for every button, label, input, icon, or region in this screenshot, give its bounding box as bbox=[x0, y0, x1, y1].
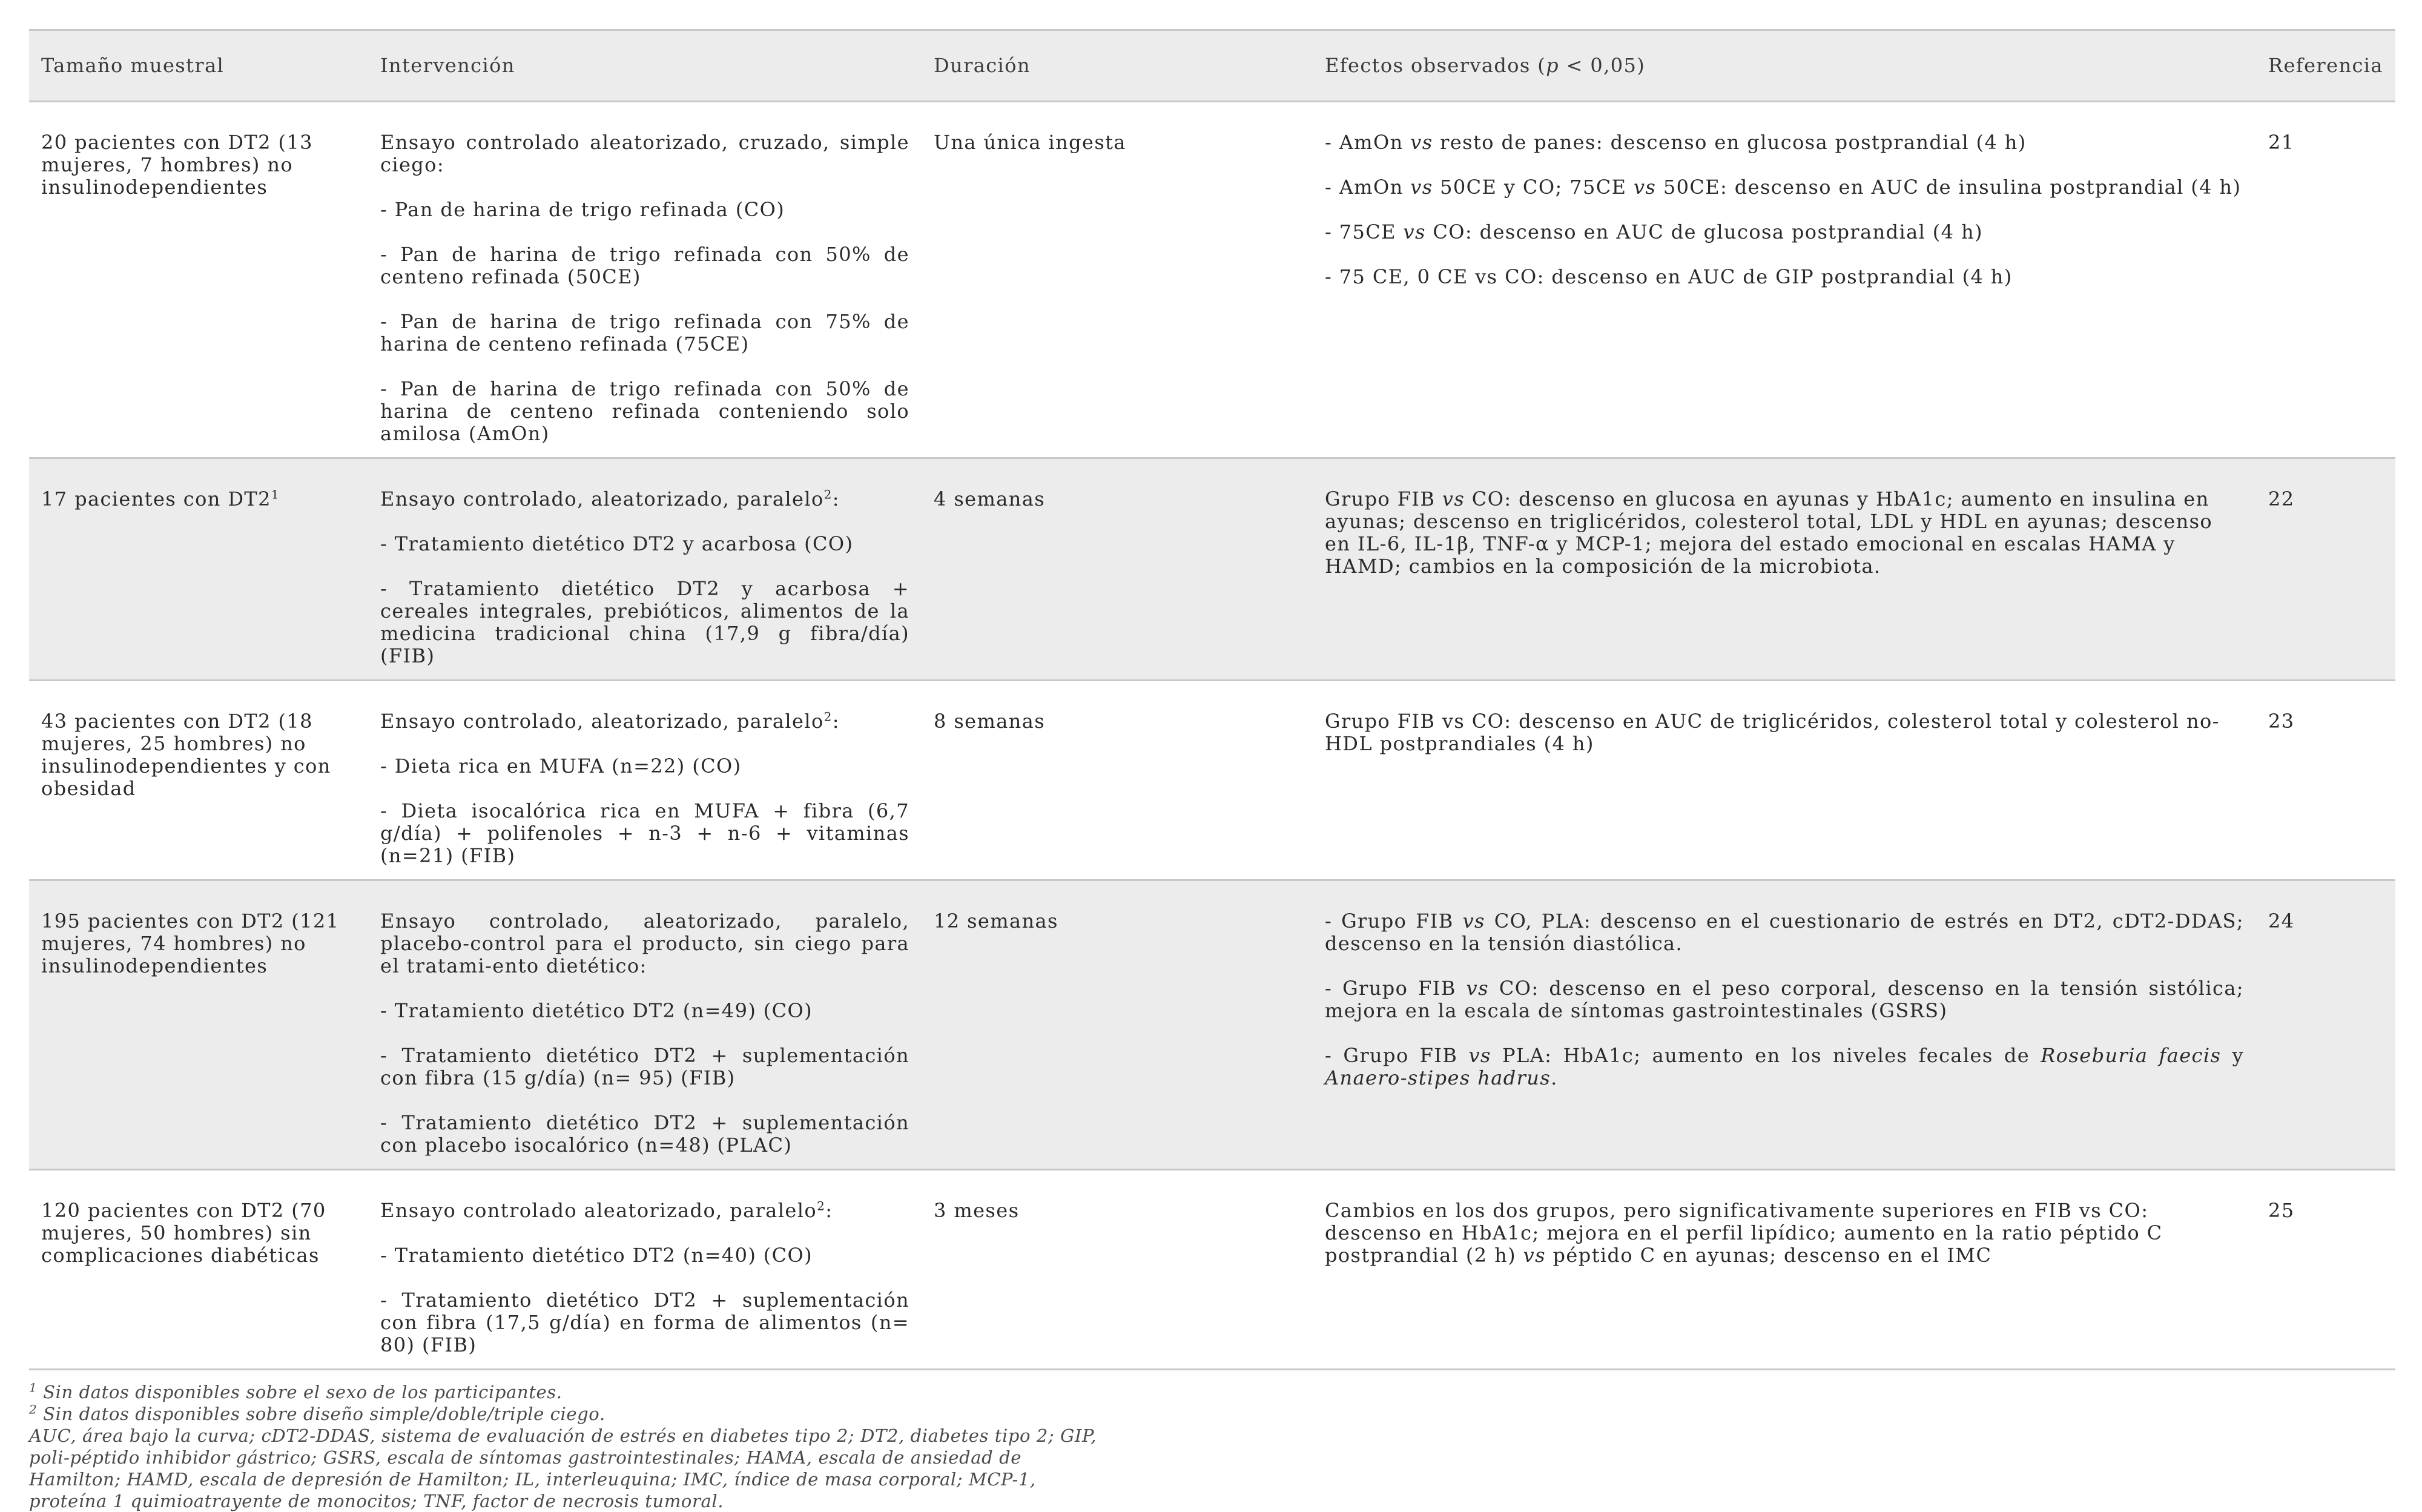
effect-vs: vs bbox=[1523, 1244, 1546, 1267]
effect-text: péptido C en ayunas; descenso en el IMC bbox=[1545, 1244, 1992, 1267]
effect-text: Grupo FIB bbox=[1325, 487, 1442, 510]
effect-line bbox=[1325, 910, 2244, 955]
cell-intervention bbox=[368, 880, 922, 1170]
cell-intervention bbox=[368, 102, 922, 458]
effect-text: y bbox=[2221, 1044, 2244, 1067]
intervention-line bbox=[380, 710, 909, 733]
effect-text: - AmOn bbox=[1325, 176, 1411, 199]
effect-text: - Grupo FIB bbox=[1325, 977, 1467, 1000]
effect-text: 50CE: descenso en AUC de insulina postprandial (4 h) bbox=[1656, 176, 2242, 199]
species-name: Anaero-stipes hadrus bbox=[1325, 1066, 1551, 1089]
cell-reference: 23 bbox=[2268, 710, 2295, 733]
header-effects-prefix: Efectos observados ( bbox=[1325, 54, 1546, 77]
intervention-text: : bbox=[825, 1199, 833, 1222]
cell-sample: 120 pacientes con DT2 (70 mujeres, 50 hombres) sin complicaciones diabéticas bbox=[41, 1199, 326, 1267]
footnote-marker: 1 bbox=[29, 1380, 38, 1395]
effect-vs: vs bbox=[1442, 487, 1465, 510]
footnote-marker: 1 bbox=[271, 487, 280, 502]
footnote-marker: 2 bbox=[823, 709, 833, 724]
header-effects-suffix: < 0,05) bbox=[1559, 54, 1646, 77]
effect-text: CO: descenso en glucosa en ayunas y HbA1c; aumento en insulina en ayunas; descenso en triglicéridos, colesterol total, LDL y HDL en ayunas; descenso en IL-6, IL-1β, TNF-α y MCP-1; mejora del estado emocional en escalas HAMA y HAMD; cambios en la composición de la microbiota. bbox=[1325, 487, 2213, 578]
intervention-text: : bbox=[832, 710, 840, 733]
effect-text: . bbox=[1551, 1066, 1558, 1089]
effect-text: CO: descenso en AUC de glucosa postprandial (4 h) bbox=[1425, 220, 1983, 243]
intervention-line: - Dieta isocalórica rica en MUFA + fibra (6,7 g/día) + polifenoles + n-3 + n-6 + vitaminas (n=21) (FIB) bbox=[380, 799, 909, 867]
effect-text: PLA: HbA1c; aumento en los niveles fecales de bbox=[1491, 1044, 2041, 1067]
intervention-line: - Dieta rica en MUFA (n=22) (CO) bbox=[380, 754, 742, 777]
effect-vs: vs bbox=[1633, 176, 1657, 199]
intervention-line: - Pan de harina de trigo refinada con 50% de harina de centeno refinada conteniendo solo amilosa (AmOn) bbox=[380, 377, 909, 445]
effect-line bbox=[1325, 131, 2244, 154]
header-reference: Referencia bbox=[2256, 30, 2395, 102]
intervention-line: - Tratamiento dietético DT2 y acarbosa (CO) bbox=[380, 532, 854, 555]
effect-line bbox=[1325, 176, 2244, 199]
footnote-text: Sin datos disponibles sobre el sexo de los participantes. bbox=[37, 1382, 563, 1402]
footnote-1 bbox=[29, 1381, 1113, 1403]
intervention-line: - Pan de harina de trigo refinada con 50% de centeno refinada (50CE) bbox=[380, 243, 909, 288]
intervention-line bbox=[380, 1200, 909, 1222]
cell-sample: 20 pacientes con DT2 (13 mujeres, 7 hombres) no insulinodependientes bbox=[41, 131, 313, 199]
footnote-marker: 2 bbox=[823, 487, 833, 502]
header-sample-size: Tamaño muestral bbox=[29, 30, 368, 102]
cell-reference: 24 bbox=[2256, 880, 2395, 1170]
cell-reference: 25 bbox=[2268, 1199, 2295, 1222]
effect-text: - 75CE bbox=[1325, 220, 1404, 243]
cell-duration: 4 semanas bbox=[922, 458, 1313, 681]
cell-duration: Una única ingesta bbox=[934, 131, 1126, 154]
intervention-line: - Tratamiento dietético DT2 + suplementación con placebo isocalórico (n=48) (PLAC) bbox=[380, 1111, 909, 1157]
effect-line: - 75 CE, 0 CE vs CO: descenso en AUC de GIP postprandial (4 h) bbox=[1325, 265, 2013, 288]
cell-reference: 22 bbox=[2256, 458, 2395, 681]
intervention-line: - Tratamiento dietético DT2 (n=40) (CO) bbox=[380, 1244, 813, 1267]
cell-sample: 195 pacientes con DT2 (121 mujeres, 74 hombres) no insulinodependientes bbox=[29, 880, 368, 1170]
intervention-line: Ensayo controlado, aleatorizado, paralelo, placebo-control para el producto, sin ciego para el tratami-ento dietético: bbox=[380, 910, 909, 977]
header-intervention: Intervención bbox=[368, 30, 922, 102]
effect-vs: vs bbox=[1462, 910, 1485, 933]
effect-text: 50CE y CO; 75CE bbox=[1433, 176, 1634, 199]
intervention-line bbox=[380, 488, 909, 510]
effect-line bbox=[1325, 977, 2244, 1022]
document bbox=[29, 29, 2395, 1512]
cell-duration: 12 semanas bbox=[922, 880, 1313, 1170]
cell-effects bbox=[1313, 880, 2256, 1170]
cell-effects bbox=[1313, 458, 2256, 681]
effect-text: CO, PLA: descenso en el cuestionario de estrés en DT2, cDT2-DDAS; descenso en la tensión diastólica. bbox=[1325, 910, 2244, 955]
effect-text: resto de panes: descenso en glucosa postprandial (4 h) bbox=[1433, 131, 2027, 154]
header-duration: Duración bbox=[922, 30, 1313, 102]
cell-intervention bbox=[368, 458, 922, 681]
intervention-line: - Tratamiento dietético DT2 + suplementación con fibra (15 g/día) (n= 95) (FIB) bbox=[380, 1044, 909, 1089]
footnote-marker: 2 bbox=[817, 1198, 826, 1213]
table-row bbox=[29, 681, 2395, 880]
effect-text: Cambios en los dos grupos, pero significativamente superiores en FIB vs CO: descenso en HbA1c; mejora en el perfil lipídico; aumento en la ratio péptido C postprandial (2 h) bbox=[1325, 1199, 2163, 1267]
intervention-line: Ensayo controlado aleatorizado, cruzado, simple ciego: bbox=[380, 131, 909, 176]
intervention-text: Ensayo controlado aleatorizado, paralelo bbox=[380, 1199, 817, 1222]
effect-text: - Grupo FIB bbox=[1325, 910, 1463, 933]
effect-vs: vs bbox=[1403, 220, 1426, 243]
intervention-text: Ensayo controlado, aleatorizado, paralelo bbox=[380, 487, 824, 510]
studies-table bbox=[29, 29, 2395, 1370]
cell-reference: 21 bbox=[2268, 131, 2295, 154]
header-effects-p: p bbox=[1546, 54, 1560, 77]
cell-sample bbox=[29, 458, 368, 681]
footnote-marker: 2 bbox=[29, 1402, 38, 1417]
cell-intervention bbox=[368, 681, 922, 880]
effect-text: - Grupo FIB bbox=[1325, 1044, 1469, 1067]
intervention-text: : bbox=[832, 487, 840, 510]
effect-vs: vs bbox=[1410, 131, 1433, 154]
effect-line bbox=[1325, 1045, 2244, 1089]
intervention-line: - Tratamiento dietético DT2 y acarbosa + cereales integrales, prebióticos, alimentos de la medicina tradicional china (17,9 g fibra/día) (FIB) bbox=[380, 577, 909, 667]
cell-effects bbox=[1313, 1170, 2256, 1370]
sample-text: 17 pacientes con DT2 bbox=[41, 487, 271, 510]
intervention-text: Ensayo controlado, aleatorizado, paralelo bbox=[380, 710, 824, 733]
footnote-2 bbox=[29, 1403, 1113, 1425]
cell-duration: 3 meses bbox=[934, 1199, 1020, 1222]
table-footnotes bbox=[29, 1381, 1113, 1512]
effect-text: - AmOn bbox=[1325, 131, 1411, 154]
intervention-line: - Pan de harina de trigo refinada (CO) bbox=[380, 198, 785, 221]
intervention-line: - Tratamiento dietético DT2 (n=49) (CO) bbox=[380, 999, 813, 1022]
effect-vs: vs bbox=[1468, 1044, 1491, 1067]
footnote-text: Sin datos disponibles sobre diseño simple/doble/triple ciego. bbox=[37, 1404, 606, 1424]
cell-effects bbox=[1313, 102, 2256, 458]
table-row bbox=[29, 880, 2395, 1170]
table-row bbox=[29, 102, 2395, 458]
cell-duration: 8 semanas bbox=[934, 710, 1046, 733]
cell-effects: Grupo FIB vs CO: descenso en AUC de triglicéridos, colesterol total y colesterol no-HDL postprandiales (4 h) bbox=[1325, 710, 2220, 755]
abbreviations-note: AUC, área bajo la curva; cDT2-DDAS, sistema de evaluación de estrés en diabetes tipo 2; DT2, diabetes tipo 2; GIP, poli-péptido inhibidor gástrico; GSRS, escala de síntomas gastrointestinales; HAMA, escala de ansiedad de Hamilton; HAMD, escala de depresión de Hamilton; IL, interleuquina; IMC, índice de masa corporal; MCP-1, proteína 1 quimioatrayente de monocitos; TNF, factor de necrosis tumoral. bbox=[29, 1425, 1097, 1511]
table-header-row bbox=[29, 30, 2395, 102]
intervention-line: - Pan de harina de trigo refinada con 75% de harina de centeno refinada (75CE) bbox=[380, 310, 909, 355]
effect-text: CO: descenso en el peso corporal, descenso en la tensión sistólica; mejora en la escala de síntomas gastrointestinales (GSRS) bbox=[1325, 977, 2244, 1022]
table-row bbox=[29, 458, 2395, 681]
species-name: Roseburia faecis bbox=[2041, 1044, 2222, 1067]
cell-sample: 43 pacientes con DT2 (18 mujeres, 25 hombres) no insulinodependientes y con obesidad bbox=[41, 710, 331, 800]
header-effects bbox=[1313, 30, 2256, 102]
cell-intervention bbox=[368, 1170, 922, 1370]
intervention-line: - Tratamiento dietético DT2 + suplementación con fibra (17,5 g/día) en forma de alimentos (n= 80) (FIB) bbox=[380, 1289, 909, 1356]
effect-line bbox=[1325, 221, 2244, 243]
effect-vs: vs bbox=[1466, 977, 1489, 1000]
table-row bbox=[29, 1170, 2395, 1370]
effect-vs: vs bbox=[1410, 176, 1433, 199]
